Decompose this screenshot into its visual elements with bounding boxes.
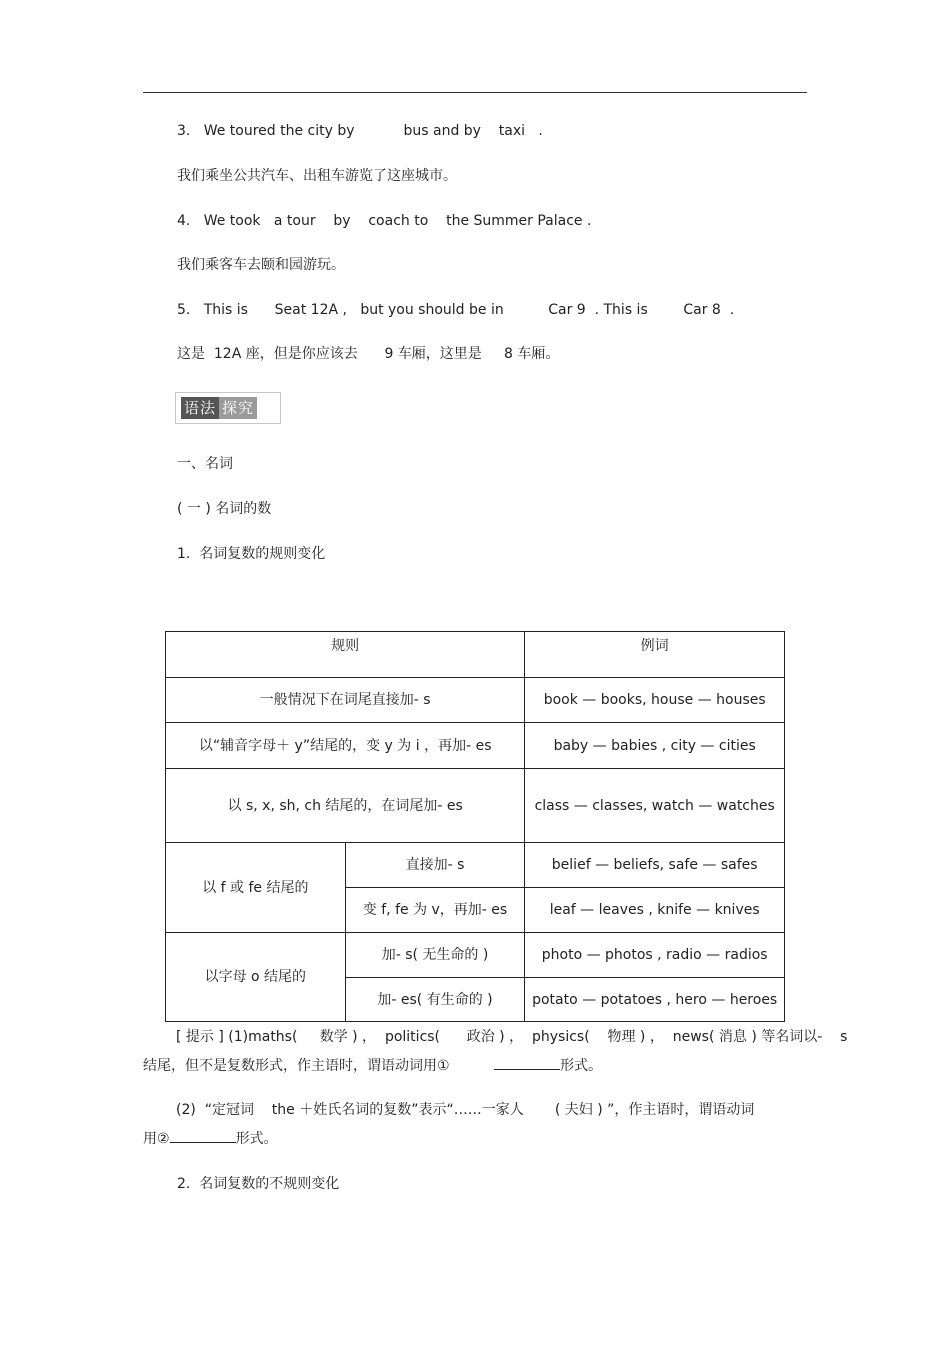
example-cell: class — classes, watch — watches bbox=[525, 769, 785, 843]
header-example-cell: 例词 bbox=[525, 632, 785, 678]
example-cell: book — books, house — houses bbox=[525, 678, 785, 723]
rule-cell: 加- s( 无生命的 ) bbox=[345, 933, 525, 978]
example-cell: belief — beliefs, safe — safes bbox=[525, 843, 785, 888]
sentence-5-en: 5. This is Seat 12A , but you should be in Car 9 . This is Car 8 . bbox=[177, 302, 735, 318]
answer-blank-2[interactable] bbox=[170, 1128, 236, 1143]
group-label-cell: 以 f 或 fe 结尾的 bbox=[166, 843, 346, 933]
sentence-5-zh: 这是 12A 座，但是你应该去 9 车厢，这里是 8 车厢。 bbox=[177, 346, 560, 362]
hint-1-line-a: [ 提示 ] (1)maths( 数学 ) ， politics( 政治 ) ， physics( 物理 ) ， news( 消息 ) 等名词以- s bbox=[176, 1029, 848, 1045]
table-row bbox=[166, 723, 785, 769]
table-row bbox=[166, 678, 785, 723]
table-row bbox=[166, 769, 785, 843]
example-cell: photo — photos , radio — radios bbox=[525, 933, 785, 978]
table-row bbox=[166, 843, 785, 888]
table-row bbox=[166, 933, 785, 978]
hint-2-line-a: (2) “定冠词 the ＋姓氏名词的复数”表示“……一家人 ( 夫妇 ) ”，作主语时，谓语动词 bbox=[176, 1102, 755, 1118]
table-header-row bbox=[166, 632, 785, 678]
rule-cell: 以“辅音字母＋ y”结尾的，变 y 为 i ，再加- es bbox=[166, 723, 525, 769]
hint-1-line-b bbox=[143, 1052, 807, 1081]
rule-cell: 以 s, x, sh, ch 结尾的，在词尾加- es bbox=[166, 769, 525, 843]
example-cell: potato — potatoes , hero — heroes bbox=[525, 978, 785, 1022]
heading-regular-plurals: 1. 名词复数的规则变化 bbox=[177, 546, 326, 562]
hint-1 bbox=[143, 1023, 848, 1081]
hint-2-suffix: 形式。 bbox=[235, 1131, 278, 1147]
group-label-cell: 以字母 o 结尾的 bbox=[166, 933, 346, 1022]
rule-cell: 直接加- s bbox=[345, 843, 525, 888]
hint-2-line-b bbox=[143, 1125, 807, 1154]
heading-noun-number: ( 一 ) 名词的数 bbox=[177, 501, 272, 517]
answer-blank-1[interactable] bbox=[494, 1055, 560, 1070]
hint-2-text: 用② bbox=[143, 1131, 170, 1147]
rule-cell: 一般情况下在词尾直接加- s bbox=[166, 678, 525, 723]
heading-irregular-plurals: 2. 名词复数的不规则变化 bbox=[177, 1176, 340, 1192]
hint-2 bbox=[143, 1096, 807, 1154]
rule-cell: 变 f, fe 为 v，再加- es bbox=[345, 888, 525, 933]
grammar-section-badge bbox=[175, 392, 281, 424]
example-cell: baby — babies , city — cities bbox=[525, 723, 785, 769]
example-cell: leaf — leaves , knife — knives bbox=[525, 888, 785, 933]
rule-cell: 加- es( 有生命的 ) bbox=[345, 978, 525, 1022]
sentence-3-en: 3. We toured the city by bus and by taxi . bbox=[177, 123, 543, 139]
heading-nouns: 一、名词 bbox=[177, 456, 233, 472]
sentence-4-zh: 我们乘客车去颐和园游玩。 bbox=[177, 257, 345, 273]
sentence-3-zh: 我们乘坐公共汽车、出租车游览了这座城市。 bbox=[177, 168, 457, 184]
plural-rules-table bbox=[165, 631, 785, 1022]
sentence-4-en: 4. We took a tour by coach to the Summer Palace . bbox=[177, 213, 592, 229]
badge-part-explore: 探究 bbox=[219, 397, 257, 419]
badge-part-grammar: 语法 bbox=[181, 397, 219, 419]
hint-1-suffix: 形式。 bbox=[560, 1058, 603, 1074]
header-rule bbox=[143, 92, 807, 93]
header-rule-cell: 规则 bbox=[166, 632, 525, 678]
hint-1-text: 结尾，但不是复数形式，作主语时，谓语动词用① bbox=[143, 1058, 450, 1074]
